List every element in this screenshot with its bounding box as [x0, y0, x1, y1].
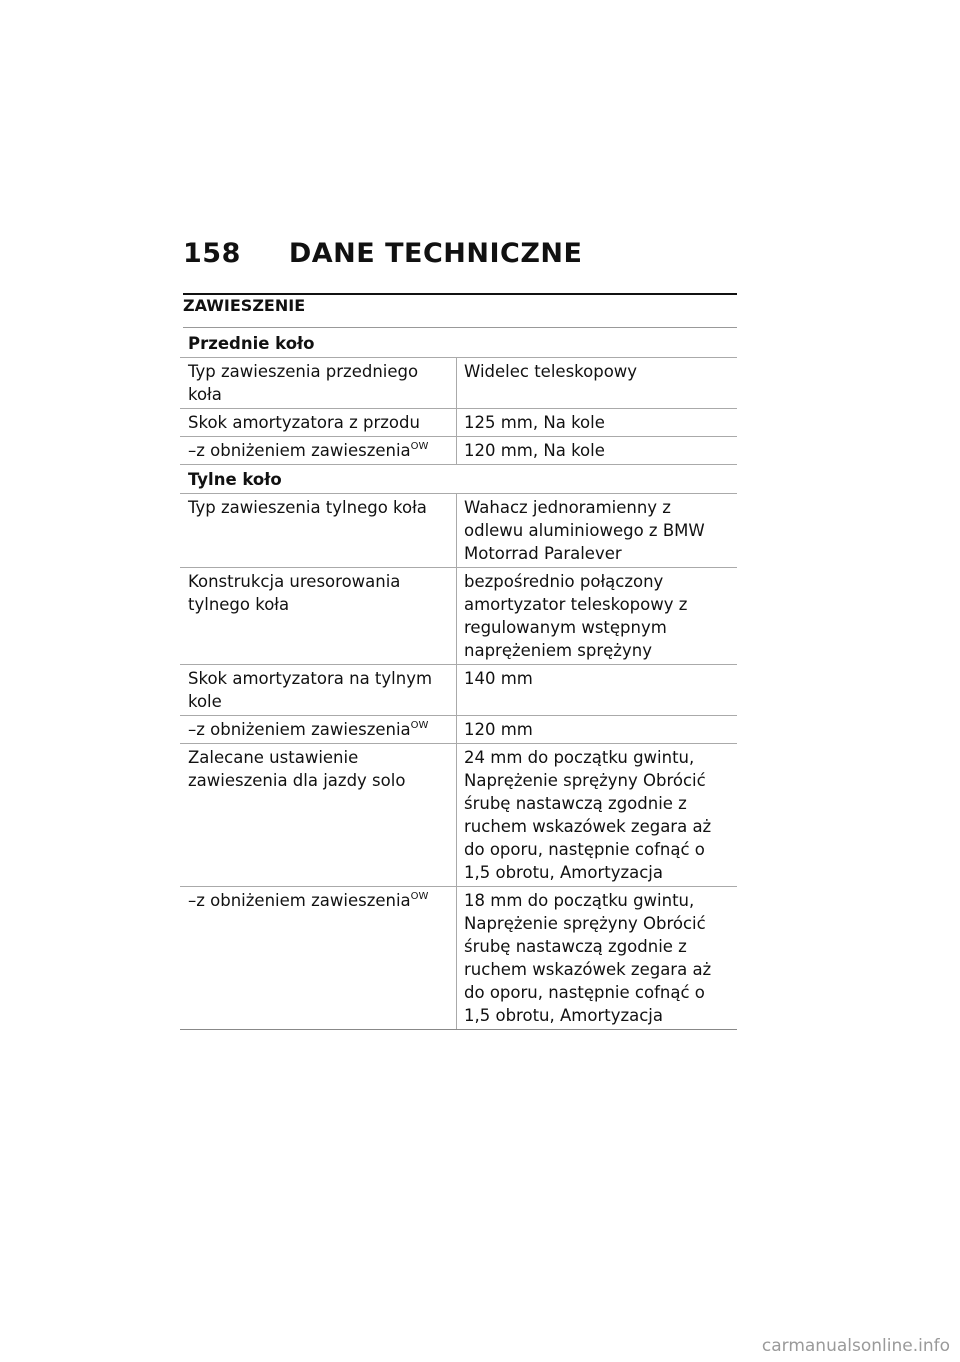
- group-row-rear: [180, 465, 737, 494]
- row-label: Konstrukcja uresorowania tylnego koła: [180, 568, 457, 665]
- row-label: Skok amortyzatora z przodu: [180, 409, 457, 437]
- row-value: 24 mm do początku gwintu, Naprężenie sprężyny Obrócić śrubę nastawczą zgodnie z ruchem wskazówek zegara aż do oporu, następnie cofnąć o 1,5 obrotu, Amortyzacja: [457, 744, 738, 887]
- table-row: [180, 409, 737, 437]
- row-label: Skok amortyzatora na tylnym kole: [180, 665, 457, 716]
- table-row: [180, 494, 737, 568]
- row-label-sup: OW: [410, 441, 429, 452]
- row-label: –z obniżeniem zawieszenia: [188, 891, 411, 910]
- watermark-link[interactable]: carmanualsonline.info: [761, 1336, 950, 1356]
- page-header: [183, 238, 582, 269]
- row-label: –z obniżeniem zawieszenia: [188, 720, 411, 739]
- table-row: [180, 716, 737, 744]
- row-label-cell: [180, 437, 457, 465]
- row-value: Wahacz jednoramienny z odlewu aluminiowego z BMW Motorrad Paralever: [457, 494, 738, 568]
- row-value: bezpośrednio połączony amortyzator teleskopowy z regulowanym wstępnym naprężeniem sprężyny: [457, 568, 738, 665]
- table-row: [180, 568, 737, 665]
- row-label-sup: OW: [410, 720, 429, 731]
- section-rule: [183, 327, 737, 328]
- table-row: [180, 744, 737, 887]
- row-label: Typ zawieszenia przedniego koła: [180, 358, 457, 409]
- chapter-title: DANE TECHNICZNE: [288, 238, 583, 269]
- section-title: ZAWIESZENIE: [183, 296, 306, 315]
- row-value: 120 mm: [457, 716, 738, 744]
- group-title-front: Przednie koło: [180, 329, 737, 358]
- row-value: 18 mm do początku gwintu, Naprężenie sprężyny Obrócić śrubę nastawczą zgodnie z ruchem wskazówek zegara aż do oporu, następnie cofnąć o 1,5 obrotu, Amortyzacja: [457, 887, 738, 1030]
- row-label: Typ zawieszenia tylnego koła: [180, 494, 457, 568]
- table-row: [180, 358, 737, 409]
- row-label-cell: [180, 887, 457, 1030]
- table-row: [180, 437, 737, 465]
- row-value: 125 mm, Na kole: [457, 409, 738, 437]
- row-label-cell: [180, 716, 457, 744]
- row-value: 140 mm: [457, 665, 738, 716]
- table-row: [180, 665, 737, 716]
- row-label-sup: OW: [410, 891, 429, 902]
- table-row: [180, 887, 737, 1030]
- page-number: 158: [183, 238, 241, 269]
- section-top-rule: [183, 293, 737, 295]
- row-label: Zalecane ustawienie zawieszenia dla jazdy solo: [180, 744, 457, 887]
- group-title-rear: Tylne koło: [180, 465, 737, 494]
- row-value: Widelec teleskopowy: [457, 358, 738, 409]
- spec-table: [180, 329, 737, 1030]
- group-row-front: [180, 329, 737, 358]
- row-label: –z obniżeniem zawieszenia: [188, 441, 411, 460]
- row-value: 120 mm, Na kole: [457, 437, 738, 465]
